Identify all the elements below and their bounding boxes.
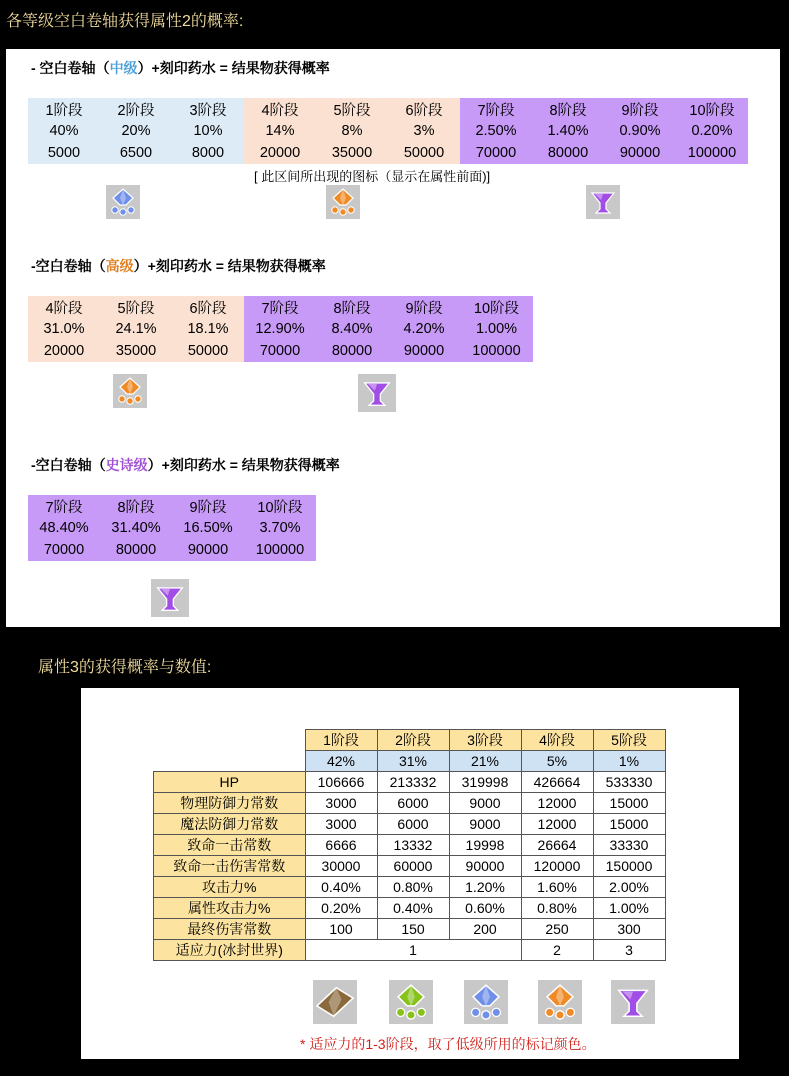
value-row (28, 340, 533, 362)
value-cell: 20000 (244, 142, 316, 164)
value-cell: 26664 (521, 835, 593, 856)
value-cell: 6000 (377, 793, 449, 814)
value-cell: 15000 (593, 793, 665, 814)
attr-row-final-damage (154, 919, 666, 940)
value-cell: 2.00% (593, 877, 665, 898)
value-cell: 100 (305, 919, 377, 940)
value-cell: 8000 (172, 142, 244, 164)
stage-header: 2阶段 (377, 730, 449, 751)
probability-cell: 8% (316, 120, 388, 142)
value-cell: 12000 (521, 793, 593, 814)
value-cell: 250 (521, 919, 593, 940)
value-cell: 90000 (388, 340, 460, 362)
stage-cell: 10阶段 (676, 98, 748, 120)
value-cell: 3 (593, 940, 665, 961)
value-cell: 70000 (28, 539, 100, 561)
value-cell: 6500 (100, 142, 172, 164)
stage-cell: 6阶段 (172, 296, 244, 318)
high-grade-heading: -空白卷轴（高级）+刻印药水 = 结果物获得概率 (31, 258, 326, 274)
probability-cell: 31.40% (100, 517, 172, 539)
probability-cell: 8.40% (316, 318, 388, 340)
value-cell: 300 (593, 919, 665, 940)
empty-corner (154, 751, 306, 772)
attribute3-panel (81, 688, 739, 1059)
high-grade-label: 高级 (105, 258, 134, 274)
value-cell: 213332 (377, 772, 449, 793)
purple-chalice-icon (586, 185, 620, 219)
probability-row (28, 517, 316, 539)
value-cell: 100000 (244, 539, 316, 561)
icon-note: [ 此区间所出现的图标（显示在属性前面)] (254, 169, 491, 184)
high-grade-table (28, 296, 533, 362)
probability-cell: 5% (521, 751, 593, 772)
blue-crystal-icon (464, 980, 508, 1024)
value-cell: 80000 (316, 340, 388, 362)
stage-header: 1阶段 (305, 730, 377, 751)
probability-cell: 0.20% (676, 120, 748, 142)
probability-cell: 20% (100, 120, 172, 142)
row-label: 物理防御力常数 (154, 793, 306, 814)
purple-chalice-icon (611, 980, 655, 1024)
value-cell: 100000 (676, 142, 748, 164)
probability-cell: 42% (305, 751, 377, 772)
stage-cell: 10阶段 (460, 296, 533, 318)
value-cell: 20000 (28, 340, 100, 362)
attr-row-attack (154, 877, 666, 898)
value-cell: 0.20% (305, 898, 377, 919)
value-cell: 33330 (593, 835, 665, 856)
stage-cell: 7阶段 (244, 296, 316, 318)
attribute3-table (153, 729, 666, 961)
value-cell: 50000 (388, 142, 460, 164)
row-label: 最终伤害常数 (154, 919, 306, 940)
value-cell: 9000 (449, 814, 521, 835)
stage-cell: 8阶段 (316, 296, 388, 318)
probability-cell: 2.50% (460, 120, 532, 142)
epic-grade-label: 史诗级 (105, 457, 148, 473)
row-label: 攻击力% (154, 877, 306, 898)
value-cell: 90000 (604, 142, 676, 164)
value-cell: 5000 (28, 142, 100, 164)
row-label: 适应力(冰封世界) (154, 940, 306, 961)
stage-cell: 2阶段 (100, 98, 172, 120)
probability-cell: 10% (172, 120, 244, 142)
value-cell: 106666 (305, 772, 377, 793)
green-crystal-icon (389, 980, 433, 1024)
orange-crystal-icon (326, 185, 360, 219)
attr-row-element-attack (154, 898, 666, 919)
section1-title: 各等级空白卷轴获得属性2的概率: (6, 13, 244, 30)
probability-cell: 3.70% (244, 517, 316, 539)
value-cell: 6000 (377, 814, 449, 835)
value-cell: 12000 (521, 814, 593, 835)
probability-cell: 48.40% (28, 517, 100, 539)
value-cell: 1.60% (521, 877, 593, 898)
value-cell: 80000 (532, 142, 604, 164)
value-cell: 15000 (593, 814, 665, 835)
value-cell: 2 (521, 940, 593, 961)
value-cell: 13332 (377, 835, 449, 856)
stage-row (28, 98, 748, 120)
value-cell: 0.60% (449, 898, 521, 919)
value-cell: 35000 (100, 340, 172, 362)
attr-row-adaptability (154, 940, 666, 961)
value-cell: 70000 (244, 340, 316, 362)
stage-row (28, 296, 533, 318)
value-cell: 3000 (305, 793, 377, 814)
stage-header: 5阶段 (593, 730, 665, 751)
value-cell: 0.40% (305, 877, 377, 898)
probability-cell: 16.50% (172, 517, 244, 539)
adaptability-footnote: * 适应力的1-3阶段，取了低级所用的标记颜色。 (300, 1036, 596, 1052)
probability-row (154, 751, 666, 772)
value-cell: 1.20% (449, 877, 521, 898)
stage-cell: 6阶段 (388, 98, 460, 120)
stage-cell: 8阶段 (532, 98, 604, 120)
stage-cell: 9阶段 (604, 98, 676, 120)
value-cell: 30000 (305, 856, 377, 877)
section2-title: 属性3的获得概率与数值: (38, 659, 212, 676)
value-cell: 35000 (316, 142, 388, 164)
value-cell: 6666 (305, 835, 377, 856)
probability-cell: 31% (377, 751, 449, 772)
value-cell: 19998 (449, 835, 521, 856)
value-cell: 70000 (460, 142, 532, 164)
probability-cell: 21% (449, 751, 521, 772)
stage-cell: 5阶段 (316, 98, 388, 120)
orange-crystal-icon (538, 980, 582, 1024)
mid-grade-label: 中级 (109, 60, 138, 76)
value-cell: 150000 (593, 856, 665, 877)
probability-cell: 1.40% (532, 120, 604, 142)
value-cell: 100000 (460, 340, 533, 362)
value-cell: 90000 (449, 856, 521, 877)
row-label: 致命一击常数 (154, 835, 306, 856)
attr-row-critical (154, 835, 666, 856)
value-cell: 1.00% (593, 898, 665, 919)
row-label: 致命一击伤害常数 (154, 856, 306, 877)
probability-cell: 4.20% (388, 318, 460, 340)
probability-cell: 1.00% (460, 318, 533, 340)
mid-grade-table (28, 98, 748, 164)
row-label: HP (154, 772, 306, 793)
value-cell: 0.80% (521, 898, 593, 919)
row-label: 魔法防御力常数 (154, 814, 306, 835)
probability-cell: 1% (593, 751, 665, 772)
value-cell: 50000 (172, 340, 244, 362)
value-cell: 200 (449, 919, 521, 940)
stage-cell: 3阶段 (172, 98, 244, 120)
probability-row (28, 120, 748, 142)
stage-cell: 8阶段 (100, 495, 172, 517)
probability-row (28, 318, 533, 340)
brown-crystal-icon (313, 980, 357, 1024)
orange-crystal-icon (113, 374, 147, 408)
value-cell: 150 (377, 919, 449, 940)
probability-cell: 14% (244, 120, 316, 142)
stage-cell: 7阶段 (28, 495, 100, 517)
attr-row-hp (154, 772, 666, 793)
probability-cell: 3% (388, 120, 460, 142)
stage-cell: 7阶段 (460, 98, 532, 120)
value-cell: 9000 (449, 793, 521, 814)
empty-corner (154, 730, 306, 751)
probability-cell: 24.1% (100, 318, 172, 340)
probability-cell: 40% (28, 120, 100, 142)
stage-cell: 9阶段 (172, 495, 244, 517)
attr-row-magic-defense (154, 814, 666, 835)
probability-cell: 18.1% (172, 318, 244, 340)
value-cell: 0.80% (377, 877, 449, 898)
value-cell: 426664 (521, 772, 593, 793)
epic-grade-heading: -空白卷轴（史诗级）+刻印药水 = 结果物获得概率 (31, 457, 340, 473)
merged-value-cell: 1 (305, 940, 521, 961)
stage-cell: 4阶段 (244, 98, 316, 120)
value-cell: 80000 (100, 539, 172, 561)
blue-crystal-icon (106, 185, 140, 219)
attr-row-critical-damage (154, 856, 666, 877)
stage-header-row (154, 730, 666, 751)
attr-row-physical-defense (154, 793, 666, 814)
stage-header: 3阶段 (449, 730, 521, 751)
stage-row (28, 495, 316, 517)
probability-panel (6, 49, 780, 627)
purple-chalice-icon (358, 374, 396, 412)
stage-cell: 10阶段 (244, 495, 316, 517)
stage-cell: 5阶段 (100, 296, 172, 318)
value-cell: 0.40% (377, 898, 449, 919)
stage-header: 4阶段 (521, 730, 593, 751)
stage-cell: 4阶段 (28, 296, 100, 318)
purple-chalice-icon (151, 579, 189, 617)
probability-cell: 12.90% (244, 318, 316, 340)
probability-cell: 0.90% (604, 120, 676, 142)
value-cell: 319998 (449, 772, 521, 793)
value-row (28, 142, 748, 164)
value-cell: 120000 (521, 856, 593, 877)
stage-cell: 9阶段 (388, 296, 460, 318)
value-cell: 3000 (305, 814, 377, 835)
value-cell: 533330 (593, 772, 665, 793)
epic-grade-table (28, 495, 316, 561)
probability-cell: 31.0% (28, 318, 100, 340)
stage-cell: 1阶段 (28, 98, 100, 120)
value-cell: 90000 (172, 539, 244, 561)
row-label: 属性攻击力% (154, 898, 306, 919)
value-row (28, 539, 316, 561)
value-cell: 60000 (377, 856, 449, 877)
mid-grade-heading: - 空白卷轴（中级）+刻印药水 = 结果物获得概率 (31, 60, 330, 76)
